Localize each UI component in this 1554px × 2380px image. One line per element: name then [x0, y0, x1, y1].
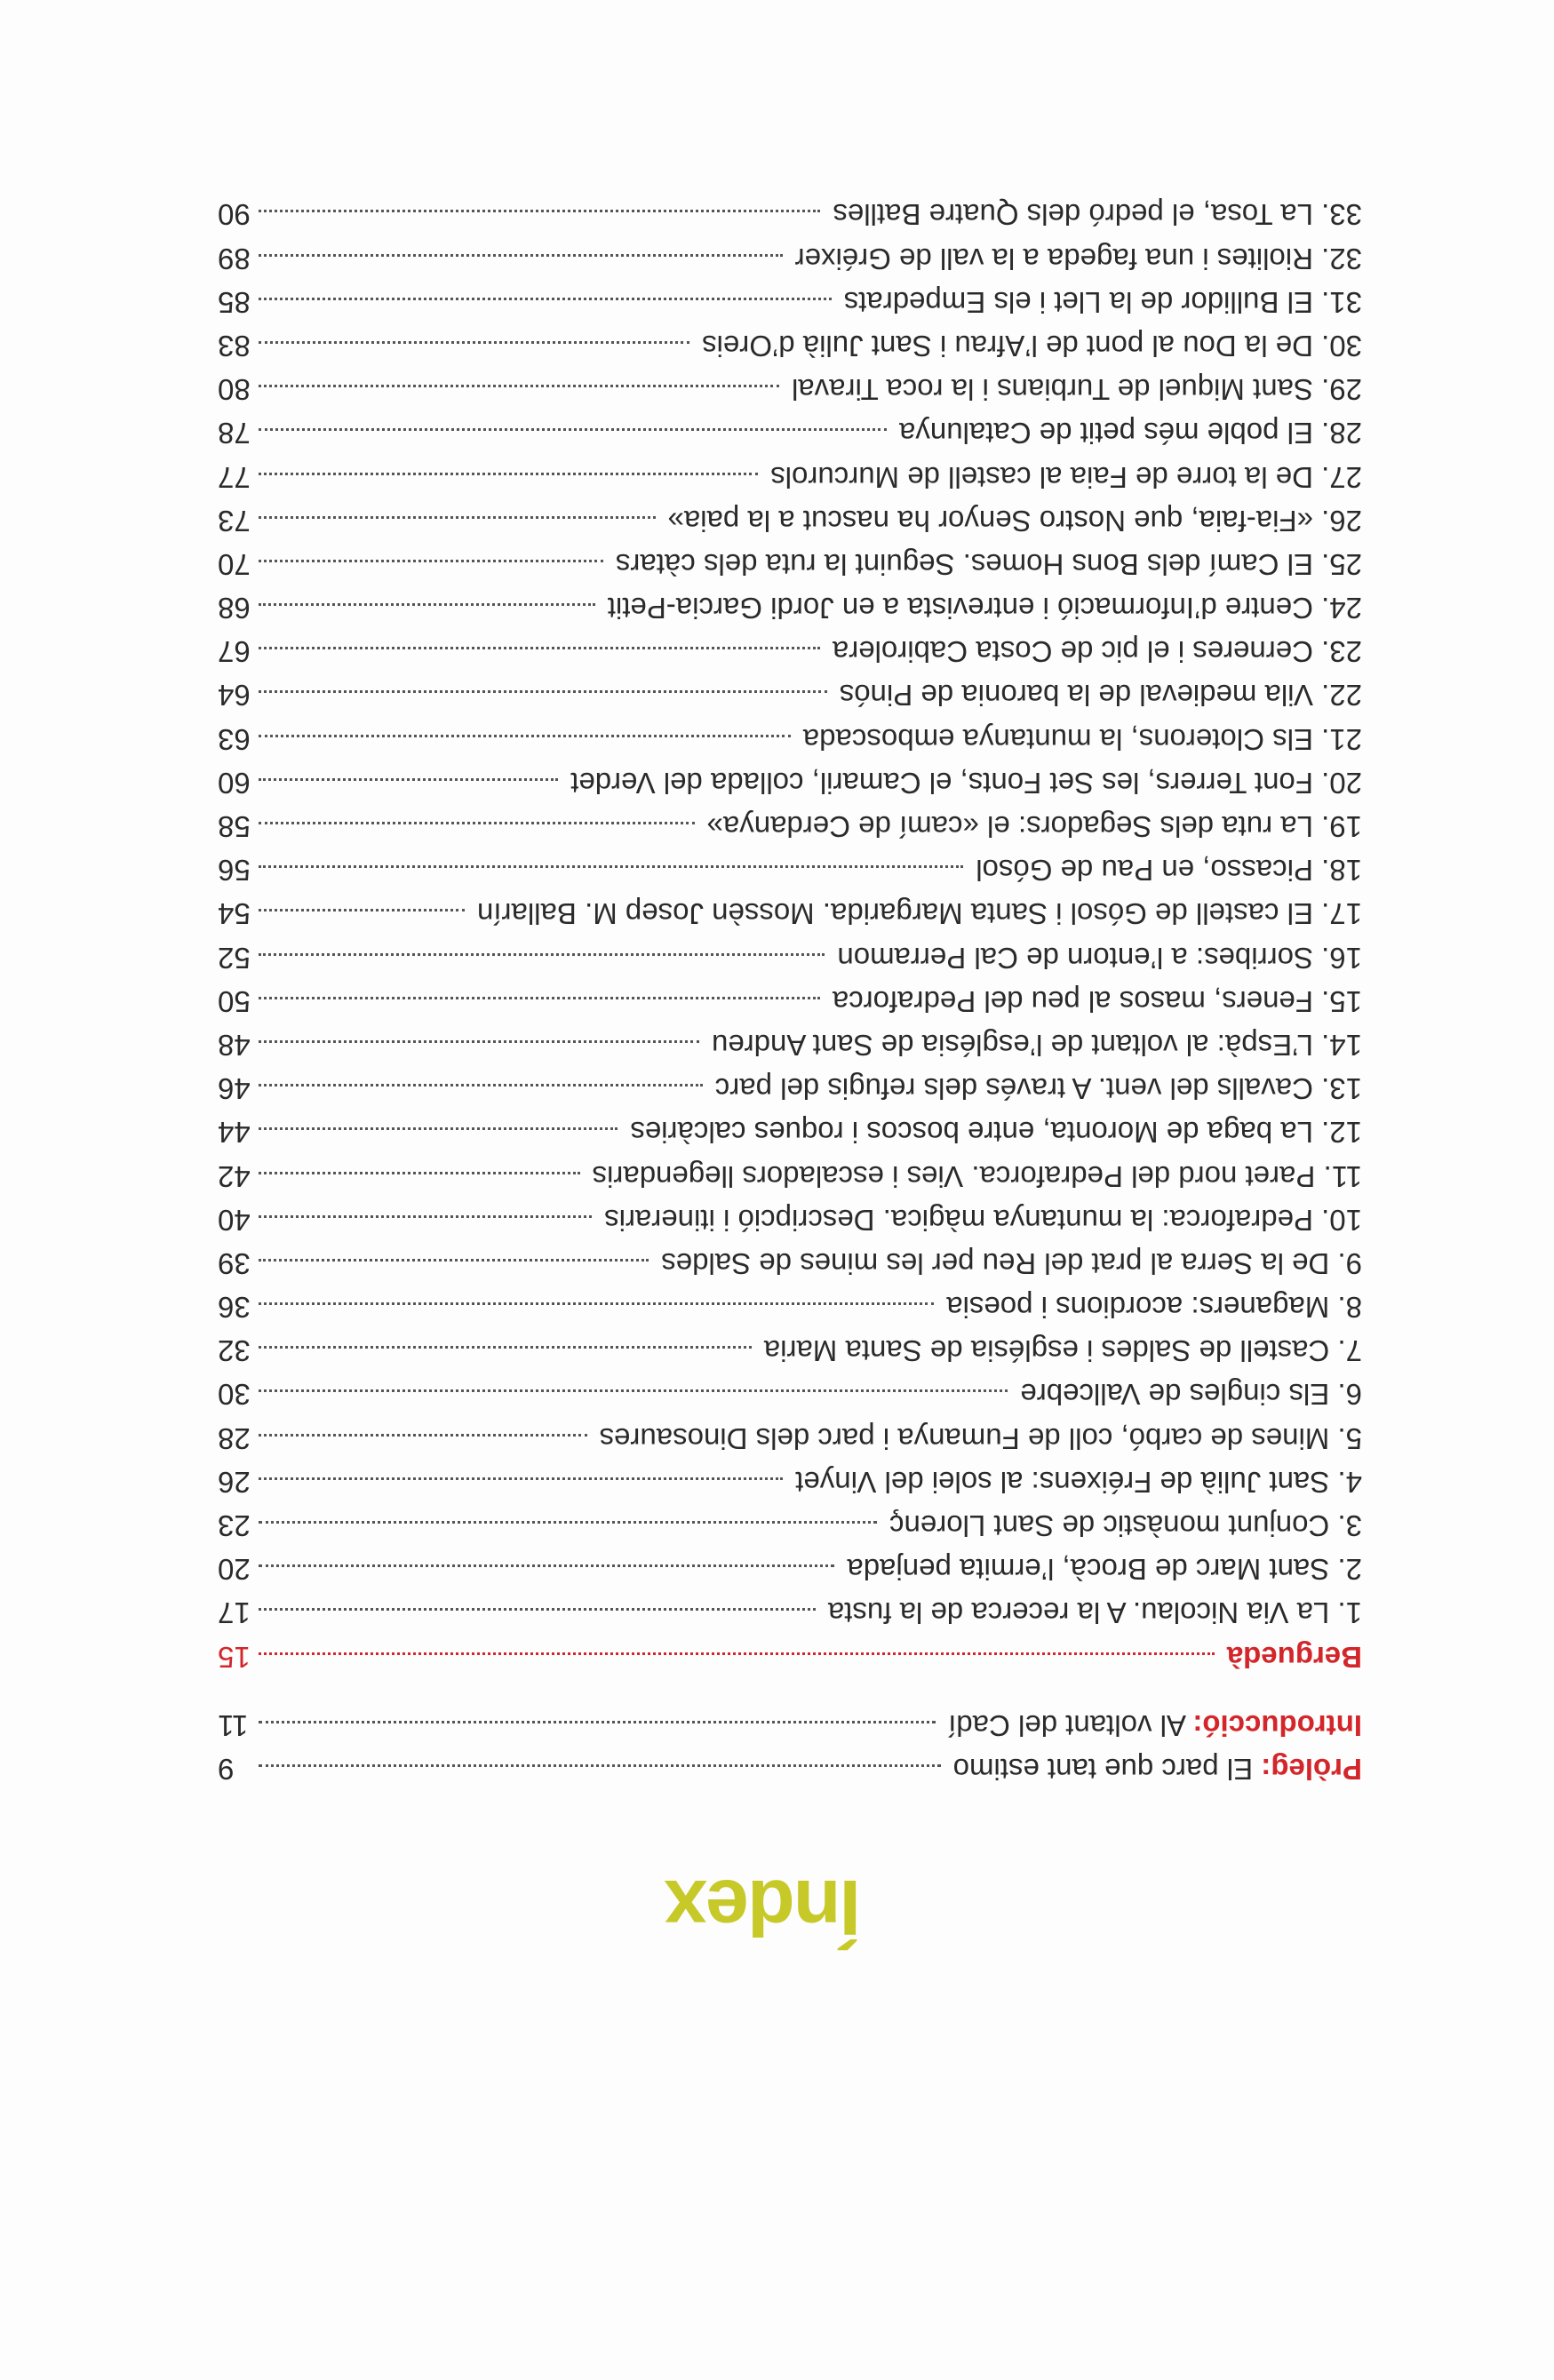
toc-entry [218, 1499, 1362, 1542]
entry-title: 11. Paret nord del Pedraforca. Vies i escaladors llegendaris [592, 1159, 1362, 1193]
page-number: 28 [218, 1421, 251, 1455]
dot-leader [259, 1390, 1008, 1393]
page-number: 30 [218, 1378, 251, 1412]
dot-leader [259, 1721, 936, 1723]
toc-entry [218, 494, 1362, 537]
spacer [218, 1674, 1362, 1699]
entry-title: 32. Riolites i una fageda a la vall de Gréixer [794, 242, 1362, 275]
dot-leader [259, 1302, 934, 1305]
entry-title: 15. Feners, masos al peu del Pedraforca [832, 984, 1362, 1018]
toc-entry [218, 319, 1362, 362]
entry-title: 4. Sant Julià de Fréixens: al solei del Vinyet [795, 1465, 1362, 1499]
entry-title: 14. L’Espà: al voltant de l’església de Sant Andreu [711, 1029, 1362, 1062]
page-number: 58 [218, 810, 251, 844]
entry-title: 3. Conjunt monàstic de Sant Llorenç [889, 1509, 1362, 1543]
page-number: 83 [218, 330, 251, 362]
dot-leader [259, 1346, 752, 1349]
page-number: 36 [218, 1291, 251, 1325]
dot-leader [259, 778, 558, 781]
entry-title: 27. De la torre de Faia al castell de Murcurols [770, 460, 1362, 494]
dot-leader [259, 428, 887, 431]
toc-entry [218, 187, 1362, 231]
entry-title: 18. Picasso, en Pau de Gósol [976, 854, 1362, 888]
toc-entry [218, 1367, 1362, 1411]
dot-leader [259, 516, 656, 519]
page-number: 77 [218, 460, 251, 494]
page-number: 23 [218, 1509, 251, 1543]
dot-leader [259, 473, 758, 475]
page-number: 73 [218, 504, 251, 537]
toc-entry [218, 1412, 1362, 1455]
toc-entry [218, 1237, 1362, 1280]
toc-entry [218, 1542, 1362, 1586]
dot-leader [259, 385, 779, 387]
entry-title: 13. Cavalls del vent. A través dels refugis del parc [714, 1072, 1362, 1106]
prolog-label: Pròleg: [1261, 1753, 1362, 1786]
page-number: 90 [218, 198, 251, 232]
toc-entry [218, 1018, 1362, 1062]
page-number: 32 [218, 1334, 251, 1368]
toc-entry [218, 887, 1362, 930]
toc-entry [218, 1455, 1362, 1499]
dot-leader [259, 1084, 703, 1087]
entry-title: 30. De la Dou al pont de l’Afrau i Sant Julià d’Oreis [702, 330, 1362, 362]
entry-title: 33. La Tosa, el pedró dels Quatre Batlles [833, 198, 1362, 232]
dot-leader [259, 647, 820, 649]
page-number: 56 [218, 854, 251, 888]
toc-entry [218, 625, 1362, 668]
page-number: 85 [218, 285, 251, 319]
toc-entry [218, 275, 1362, 319]
entry-title: 9. De la Serra al prat del Reu per les mines de Saldes [661, 1246, 1362, 1280]
dot-leader [259, 298, 832, 300]
page-number: 52 [218, 941, 251, 975]
page-number: 44 [218, 1116, 251, 1150]
toc-entry [218, 406, 1362, 450]
entry-title: 20. Font Terrers, les Set Fonts, el Camaril, collada del Verdet [570, 766, 1362, 800]
page-number: 67 [218, 635, 251, 669]
dot-leader [259, 254, 783, 257]
dot-leader [259, 341, 689, 344]
page-number: 42 [218, 1159, 251, 1193]
section-label: Berguedà [1226, 1640, 1362, 1674]
dot-leader [259, 1521, 877, 1524]
entry-title: 16. Sorribes: a l’entorn de Cal Perramon [837, 941, 1362, 975]
toc-entry [218, 1324, 1362, 1367]
entry-title: 10. Pedraforca: la muntanya màgica. Descripció i itineraris [604, 1203, 1362, 1237]
toc-entry [218, 800, 1362, 843]
page-number: 15 [218, 1640, 251, 1674]
entry-title: 23. Cerneres i el pic de Costa Cabirolera [832, 635, 1362, 669]
page-number: 40 [218, 1203, 251, 1237]
entry-title: 28. El poble més petit de Catalunya [899, 417, 1362, 450]
page-number: 68 [218, 592, 251, 625]
toc-entry [218, 975, 1362, 1018]
page-number: 50 [218, 984, 251, 1018]
toc-entry [218, 1280, 1362, 1324]
dot-leader [259, 691, 827, 694]
toc-entry [218, 1062, 1362, 1105]
dot-leader [259, 1564, 834, 1567]
dot-leader [259, 865, 963, 868]
toc-row-section [218, 1629, 1362, 1673]
dot-leader [259, 735, 791, 737]
page-number: 11 [218, 1708, 249, 1742]
page-number: 26 [218, 1465, 251, 1499]
page-number: 17 [218, 1596, 251, 1630]
page-number: 46 [218, 1072, 251, 1106]
toc-entry [218, 231, 1362, 275]
dot-leader [259, 1652, 1215, 1655]
page-number: 60 [218, 766, 251, 800]
entry-title: 22. Vila medieval de la baronia de Pinós [839, 679, 1362, 712]
dot-leader [259, 560, 603, 562]
dot-leader [259, 603, 595, 606]
introduction-title: Al voltant del Cadí [948, 1708, 1186, 1742]
toc-row-introduction [218, 1699, 1362, 1742]
page-number: 63 [218, 722, 251, 756]
entry-title: 19. La ruta dels Segadors: el «camí de Cerdanya» [706, 810, 1362, 844]
dot-leader [259, 1434, 587, 1437]
page-number: 39 [218, 1246, 251, 1280]
entry-title: 25. El Camí dels Bons Homes. Seguint la ruta dels càtars [615, 547, 1362, 581]
page-number: 78 [218, 417, 251, 450]
toc-entry [218, 362, 1362, 406]
dot-leader [259, 909, 465, 911]
toc-entry [218, 450, 1362, 493]
page-number: 54 [218, 897, 251, 931]
entry-title: 17. El castell de Gósol i Santa Margarida. Mossèn Josep M. Ballarín [477, 897, 1362, 931]
dot-leader [259, 1127, 618, 1130]
entry-title: 21. Els Cloterons, la muntanya emboscada [802, 722, 1362, 756]
table-of-contents [218, 187, 1362, 1786]
dot-leader [259, 1040, 699, 1043]
dot-leader [259, 822, 695, 824]
page-number: 48 [218, 1029, 251, 1062]
page-number: 70 [218, 547, 251, 581]
toc-entry [218, 1193, 1362, 1237]
dot-leader [259, 953, 825, 956]
entry-title: 24. Centre d’Informació i entrevista a en Jordi Garcia-Petit [607, 592, 1362, 625]
toc-entry [218, 581, 1362, 625]
page-number: 80 [218, 373, 251, 407]
entry-title: 2. Sant Marc de Brocà, l’ermita penjada [847, 1553, 1362, 1587]
toc-entry [218, 1105, 1362, 1149]
toc-row-prolog [218, 1742, 1362, 1786]
entry-title: 7. Castell de Saldes i església de Santa Maria [763, 1334, 1362, 1368]
page-number: 89 [218, 242, 251, 275]
toc-entry [218, 1586, 1362, 1629]
entry-title: 31. El Bullidor de la Llet i els Empedrats [843, 285, 1362, 319]
page-number: 9 [218, 1753, 235, 1786]
dot-leader [259, 997, 820, 999]
dot-leader [259, 1608, 816, 1611]
dot-leader [259, 1764, 941, 1767]
entry-title: 8. Maganers: acordions i poesia [946, 1291, 1362, 1325]
toc-entry [218, 1149, 1362, 1192]
toc-entry [218, 756, 1362, 800]
index-title: Índex [665, 1864, 861, 1952]
prolog-title: El parc que tant estimo [952, 1753, 1254, 1786]
introduction-label: Introducció: [1192, 1708, 1362, 1742]
dot-leader [259, 1172, 580, 1174]
page-number: 20 [218, 1553, 251, 1587]
toc-entry [218, 712, 1362, 756]
dot-leader [259, 1477, 783, 1480]
toc-entry [218, 668, 1362, 712]
dot-leader [259, 210, 820, 212]
dot-leader [259, 1215, 592, 1218]
entry-title: 1. La Via Nicolau. A la recerca de la fusta [827, 1596, 1362, 1630]
entry-title: 6. Els cingles de Vallcebre [1020, 1378, 1362, 1412]
dot-leader [259, 1259, 649, 1262]
entry-title: 5. Mines de carbó, coll de Fumanya i parc dels Dinosaures [599, 1421, 1362, 1455]
toc-entry [218, 930, 1362, 974]
toc-entry [218, 537, 1362, 581]
entry-title: 29. Sant Miquel de Turbians i la roca Tiraval [791, 373, 1362, 407]
page-number: 64 [218, 679, 251, 712]
entry-title: 12. La baga de Moronta, entre boscos i roques calcàries [630, 1116, 1362, 1150]
toc-entry [218, 843, 1362, 887]
entry-title: 26. «Fia-faia, que Nostro Senyor ha nascut a la paia» [667, 504, 1362, 537]
